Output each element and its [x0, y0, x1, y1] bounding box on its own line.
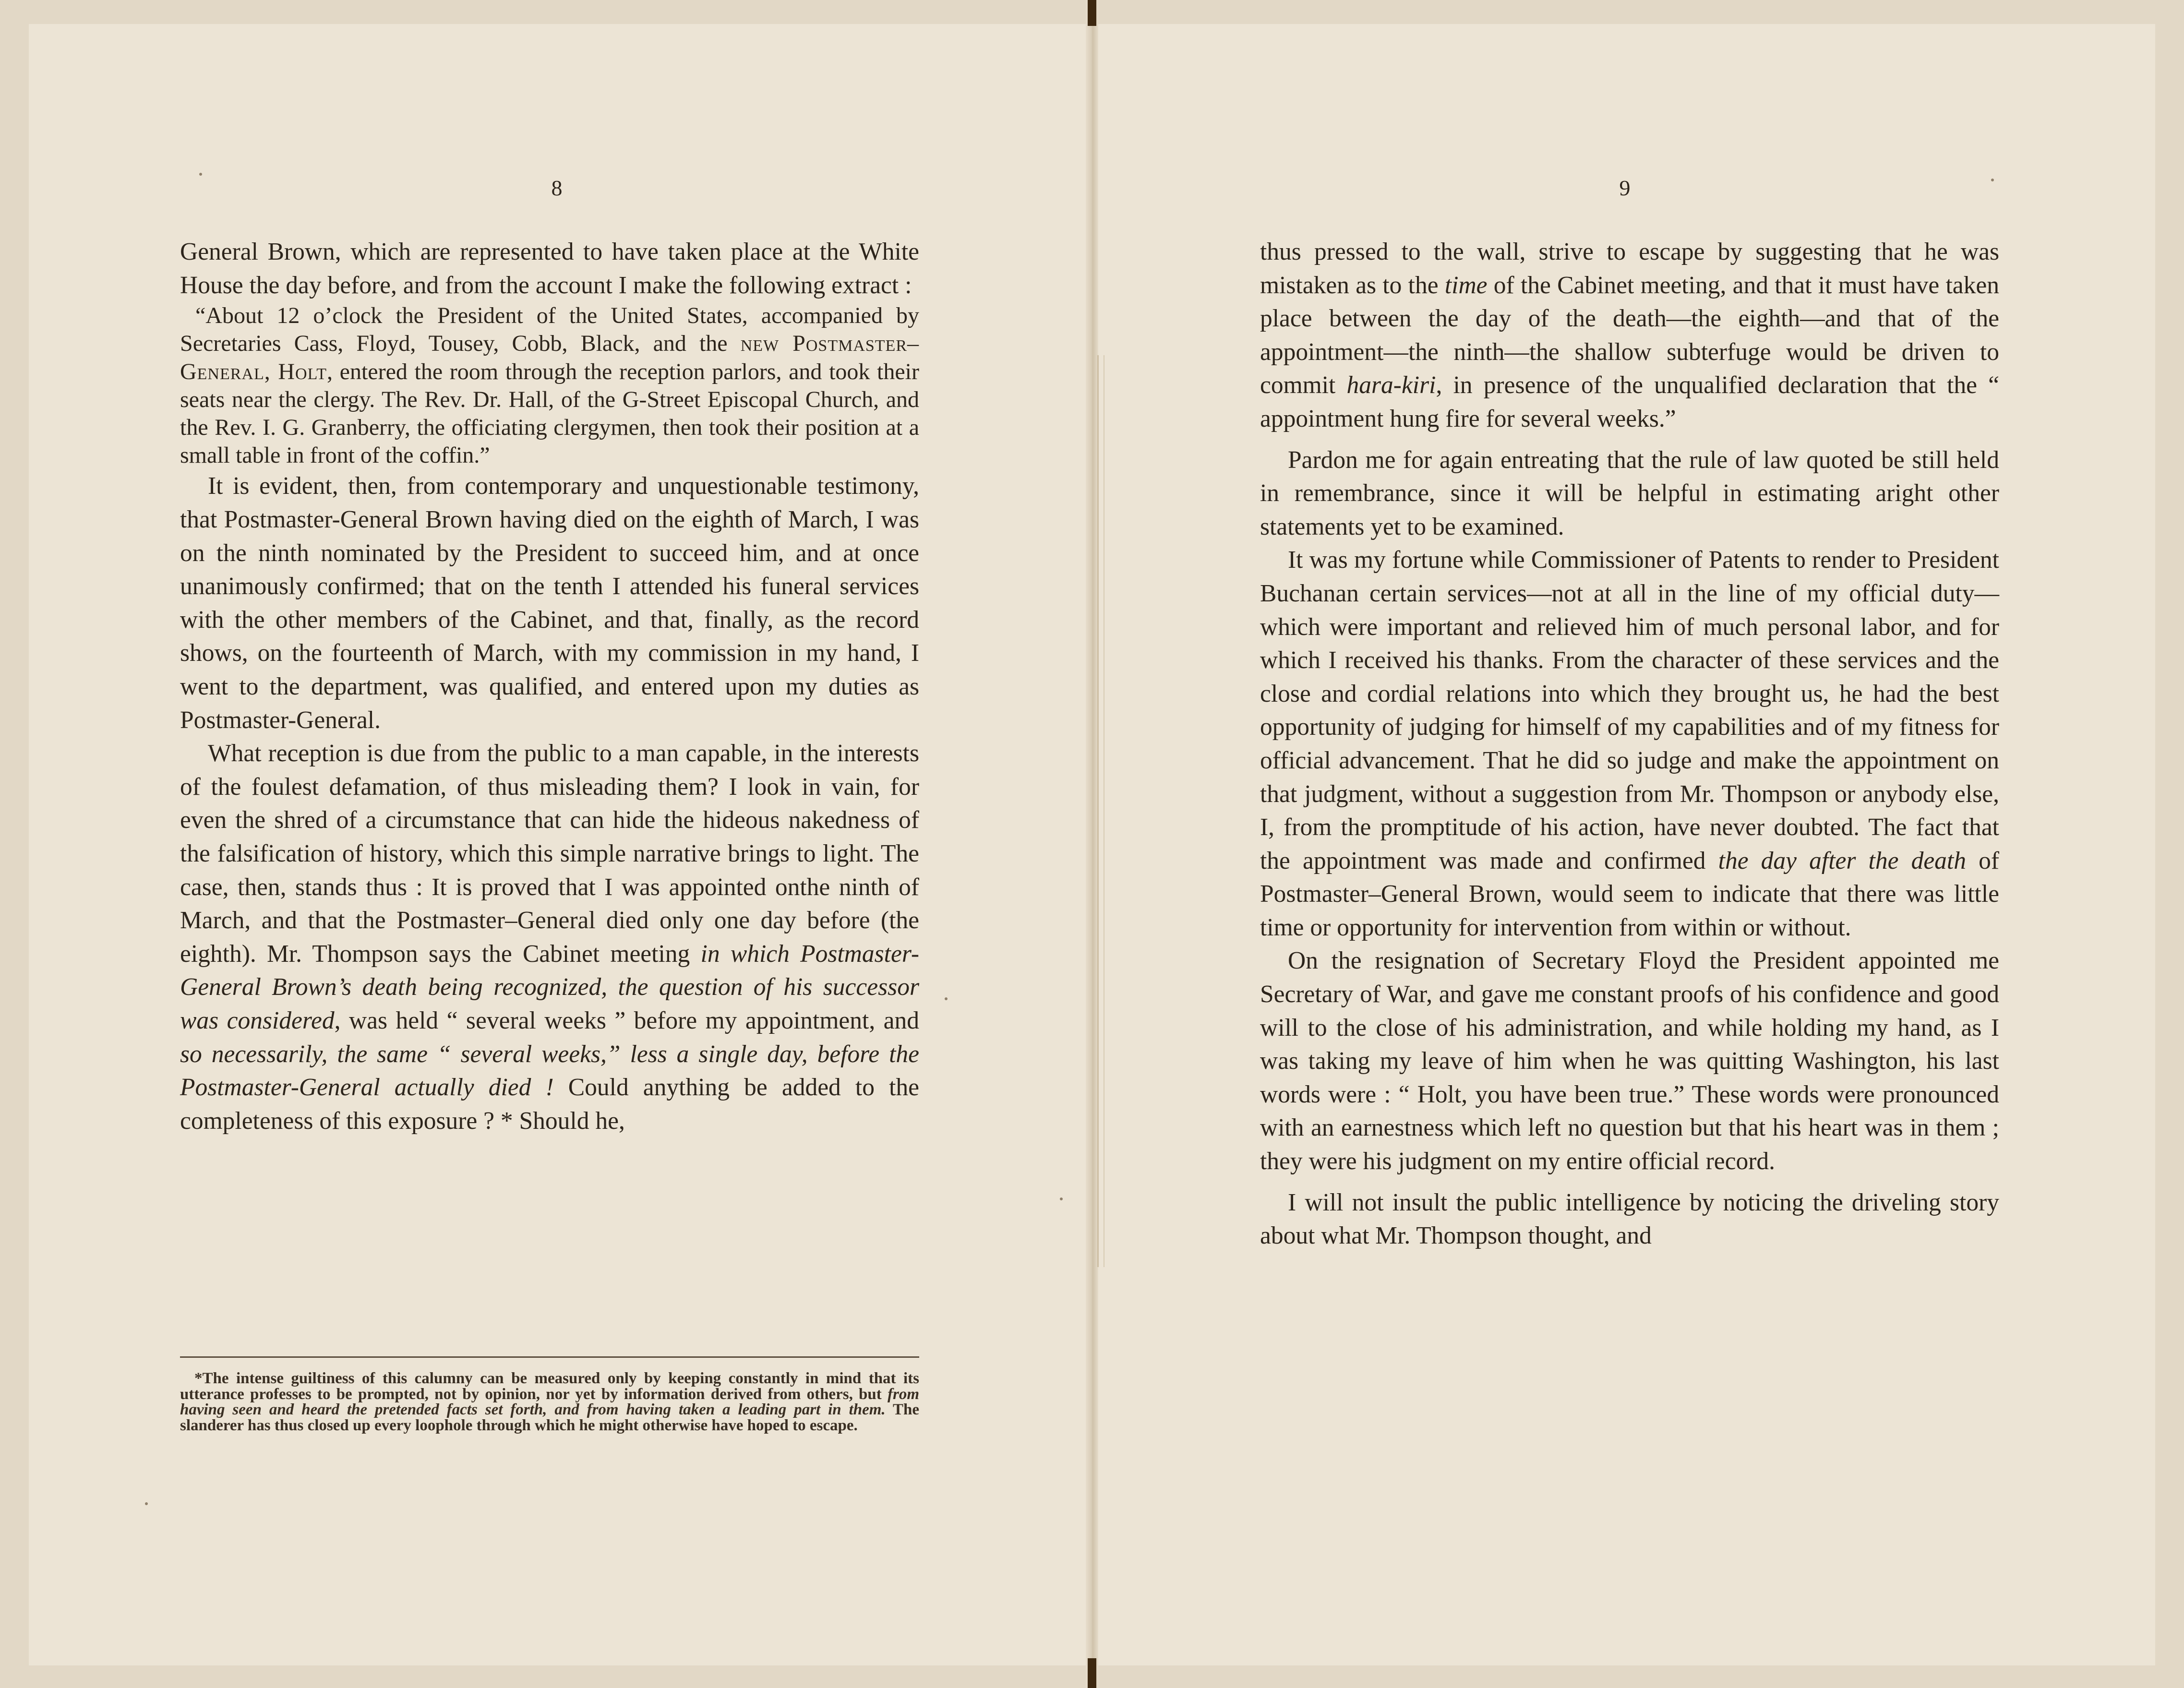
- paper-speck: [145, 1502, 148, 1505]
- left-intro-paragraph: General Brown, which are represented to have taken place at the White House the day before, and from the account I make the following extract :: [180, 238, 919, 299]
- binding-stitch-bottom: [1088, 1658, 1096, 1688]
- paragraph-text: of Postmaster–General Brown, would seem to indicate that there was little time or opportunity for intervention from within or without.: [1260, 847, 1999, 941]
- footnote-text: The slanderer has thus closed up every loophole through which he might otherwise have hoped to escape.: [180, 1401, 919, 1434]
- binding-thread: [1097, 355, 1104, 1267]
- paragraph-text: thus pressed to the wall, strive to escape by suggesting that he was mistaken as to the: [1260, 238, 1999, 299]
- quote-text-end: , entered the room through the reception parlors, and took their seats near the clergy. The Rev. Dr. Hall, of the G-Street Episcopal Church, and the Rev. I. G. Granberry, the officiating clergymen, then took their position at a small table in front of the coffin.”: [180, 359, 919, 468]
- paragraph-text: , in presence of the unqualified declaration that the “ appointment hung fire for several weeks.”: [1260, 371, 1999, 432]
- footnote-rule: [180, 1356, 919, 1358]
- binding-stitch-top: [1088, 0, 1096, 26]
- left-paragraph-reception: [180, 737, 919, 1137]
- paragraph-text: of the Cabinet meeting, and that it must have taken place between the day of the death—the eighth—and that of the appointment—the ninth—the shallow subterfuge would be driven to commit: [1260, 271, 1999, 399]
- footnote-text: *The intense guiltiness of this calumny can be measured only by keeping constantly in mind that its utterance professes to be prompted, not by opinion, nor yet by information derived from others, but: [180, 1370, 919, 1403]
- footnote: [180, 1371, 919, 1433]
- right-paragraph-resignation: On the resignation of Secretary Floyd the President appointed me Secretary of War, and gave me constant proofs of his confidence and good will to the close of his administration, and while holding my hand, as I was taking my leave of him when he was quitting Washington, his last words were : “ Holt, you have been true.” These words were pronounced with an earnestness which left no question but that his heart was in them ; they were his judgment on my entire official record.: [1260, 947, 1999, 1175]
- paragraph-italic: the day after the death: [1718, 847, 1966, 874]
- paper-speck: [1060, 1197, 1063, 1200]
- left-page-text: [180, 235, 919, 1137]
- paragraph-italic: so necessarily, the same “ several weeks,” less a single day, before the Postmaster-General actually died !: [180, 1040, 919, 1101]
- quote-small-caps: new Postmaster–General, Holt: [180, 331, 920, 384]
- paragraph-text: What reception is due from the public to a man capable, in the interests of the foulest defamation, of thus misleading them? I look in vain, for even the shred of a circumstance that can hide the hideous nakedness of the falsification of history, which this simple narrative brings to light. The case, then, stands thus : It is proved that I was appointed onthe ninth of March, and that the Postmaster–General died only one day before (the eighth). Mr. Thompson says the Cabinet meeting: [180, 740, 919, 968]
- page-number-right: 9: [1619, 176, 1631, 200]
- right-paragraph-fortune: [1260, 543, 1999, 944]
- paragraph-italic: hara-kiri: [1346, 371, 1436, 399]
- quote-text-start: “About 12 o’clock the President of the United States, accompanied by Secretaries Cass, Floyd, Tousey, Cobb, Black, and the: [180, 303, 919, 357]
- right-paragraph-insult: I will not insult the public intelligence by noticing the driveling story about what Mr. Thompson thought, and: [1260, 1188, 1999, 1250]
- book-gutter: [1086, 0, 1098, 1688]
- paragraph-text: , was held “ several weeks ” before my appointment, and: [334, 1006, 919, 1034]
- right-paragraph-pardon: Pardon me for again entreating that the rule of law quoted be still held in remembrance, since it will be helpful in estimating aright other statements yet to be examined.: [1260, 446, 1999, 540]
- paragraph-italic: time: [1444, 271, 1488, 299]
- footnote-italic: from having seen and heard the pretended facts set forth, and from having taken a leading part in them.: [180, 1385, 919, 1419]
- paragraph-italic: in which Postmaster-General Brown’s death being recognized, the question of his successor was considered: [180, 940, 919, 1034]
- paragraph-text: It was my fortune while Commissioner of Patents to render to President Buchanan certain services—not at all in the line of my official duty—which were important and relieved him of much personal labor, and for which I received his thanks. From the character of these services and the close and cordial relations into which they brought us, he had the best opportunity of judging for himself of my capabilities and of my fitness for official advancement. That he did so judge and make the appointment on that judgment, without a suggestion from Mr. Thompson or anybody else, I, from the promptitude of his action, have never doubted. The fact that the appointment was made and confirmed: [1260, 546, 1999, 874]
- paper-speck: [1991, 179, 1994, 181]
- right-page-text: [1260, 235, 1999, 1253]
- funeral-account-quote: [180, 302, 919, 469]
- left-paragraph-evidence: It is evident, then, from contemporary and unquestionable testimony, that Postmaster-General Brown having died on the eighth of March, I was on the ninth nominated by the President to succeed him, and at once unanimously confirmed; that on the tenth I attended his funeral services with the other members of the Cabinet, and that, finally, as the record shows, on the fourteenth of March, with my commission in my hand, I went to the department, was qualified, and entered upon my duties as Postmaster-General.: [180, 472, 919, 734]
- paper-speck: [945, 997, 948, 1000]
- page-number-left: 8: [551, 176, 563, 200]
- right-paragraph-subterfuge: [1260, 235, 1999, 436]
- paper-speck: [199, 173, 202, 176]
- paragraph-text: Could anything be added to the completeness of this exposure ? * Should he,: [180, 1074, 920, 1135]
